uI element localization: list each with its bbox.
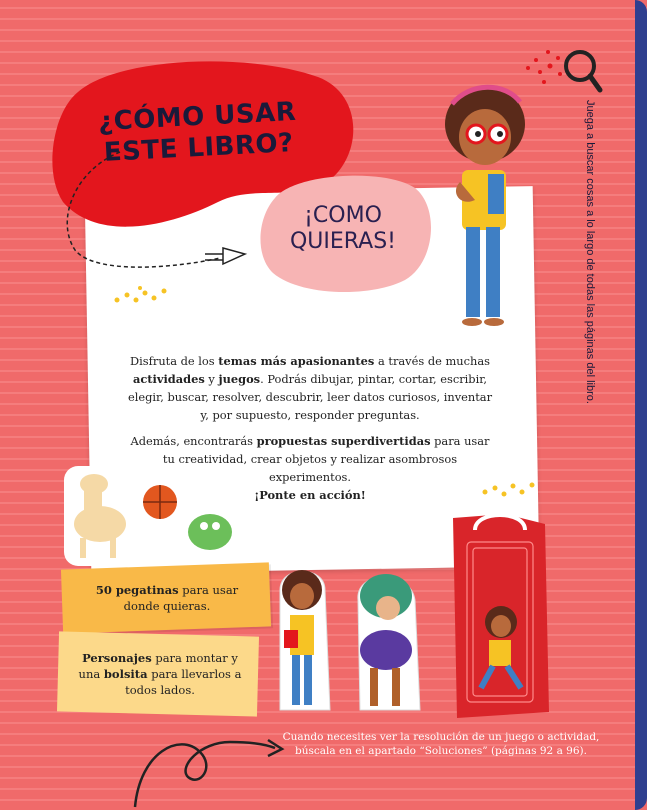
intro-p1-run: y bbox=[204, 372, 219, 386]
intro-paragraph-1 bbox=[125, 352, 495, 424]
title-line-2: ESTE LIBRO? bbox=[103, 128, 295, 168]
intro-p1-run: a través de muchas bbox=[374, 354, 490, 368]
title-line-1: ¿CÓMO USAR bbox=[97, 96, 297, 138]
intro-p1-bold-run: juegos bbox=[218, 372, 261, 386]
bag-illustration bbox=[445, 512, 555, 722]
cutout-characters-illustration bbox=[270, 560, 460, 720]
dots-decoration-icon bbox=[112, 285, 172, 307]
stickers-note-bold-run: 50 pegatinas bbox=[95, 583, 179, 597]
characters-note-bold-run: bolsita bbox=[103, 667, 148, 681]
side-note: Juega a buscar cosas a lo largo de todas las páginas del libro. bbox=[584, 100, 596, 404]
curly-arrow-icon bbox=[130, 712, 290, 810]
page-edge bbox=[635, 0, 647, 810]
solutions-note: Cuando necesites ver la resolución de un juego o actividad, búscala en el apartado “Soluciones” (páginas 92 a 96). bbox=[282, 731, 600, 757]
stickers-note-run: para usar donde quieras. bbox=[123, 583, 239, 613]
stickers-illustration bbox=[58, 462, 248, 572]
characters-note-bold-run: Personajes bbox=[82, 651, 152, 665]
speech-bubble-text bbox=[268, 203, 418, 255]
girl-character-illustration bbox=[430, 82, 550, 332]
call-to-action: ¡Ponte en acción! bbox=[254, 488, 366, 502]
bubble-line-1: ¡COMO bbox=[304, 203, 382, 228]
intro-p1-bold-run: actividades bbox=[132, 372, 205, 386]
dashed-arrow-icon bbox=[55, 150, 265, 280]
magnifier-icon bbox=[520, 38, 610, 98]
characters-note-text bbox=[70, 650, 250, 698]
intro-p2-run: para usar tu creatividad, crear objetos y realizar asombrosos experimentos. bbox=[162, 434, 490, 484]
intro-p2-run: Además, encontrarás bbox=[130, 434, 257, 448]
stickers-note-text bbox=[84, 582, 250, 614]
intro-p1-run: Disfruta de los bbox=[130, 354, 219, 368]
intro-p1-run: . Podrás dibujar, pintar, cortar, escribir, elegir, buscar, resolver, descubrir, leer datos curiosos, inventar y, por supuesto, responder preguntas. bbox=[127, 372, 493, 422]
characters-note-run: para montar y una bbox=[78, 651, 238, 681]
intro-p2-bold-run: propuestas superdivertidas bbox=[256, 434, 431, 448]
bubble-line-2: QUIERAS! bbox=[289, 229, 397, 254]
intro-p1-bold-run: temas más apasionantes bbox=[218, 354, 375, 368]
characters-note-run: para llevarlos a todos lados. bbox=[125, 667, 242, 697]
